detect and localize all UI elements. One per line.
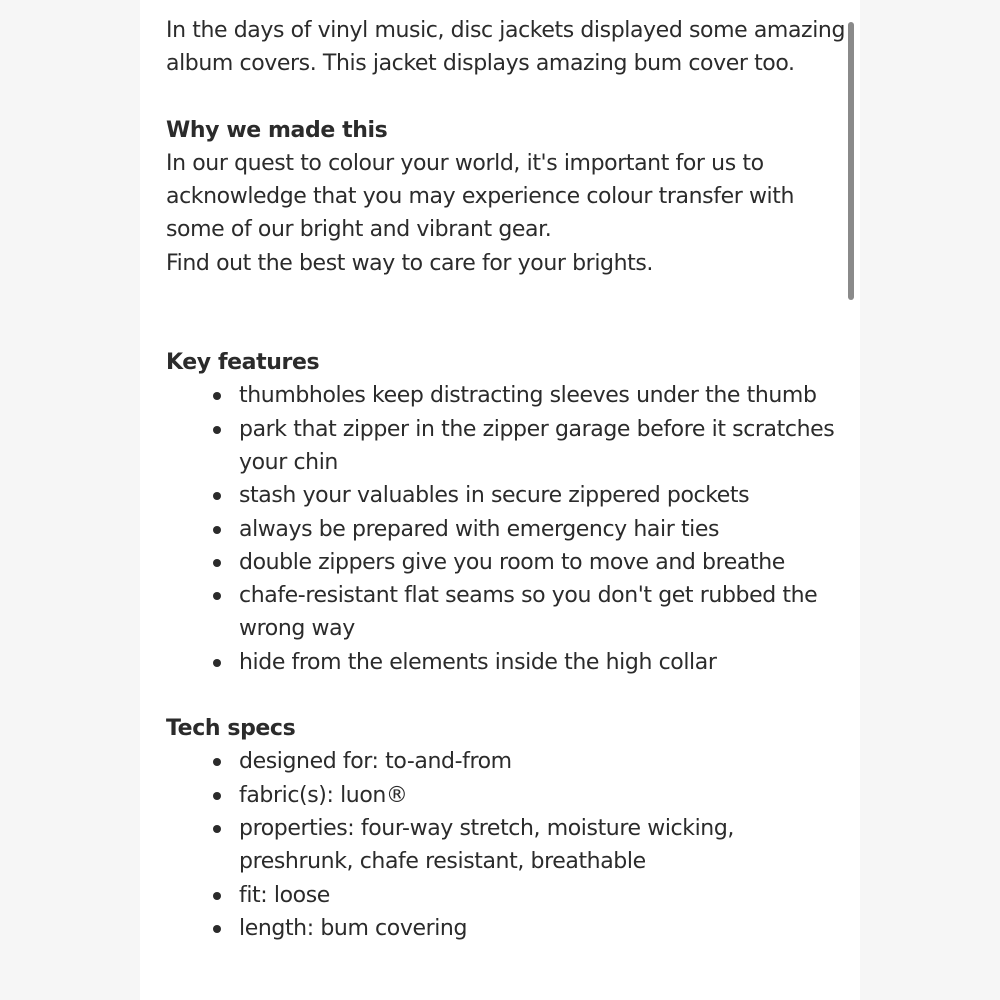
- feature-item: thumbholes keep distracting sleeves under the thumb: [239, 379, 846, 412]
- spacer: [166, 280, 846, 346]
- key-features-list: [166, 379, 846, 679]
- spec-item: designed for: to-and-from: [239, 745, 846, 778]
- feature-item: stash your valuables in secure zippered pockets: [239, 479, 846, 512]
- spec-item: length: bum covering: [239, 912, 846, 945]
- why-we-made-this-heading: Why we made this: [166, 117, 388, 143]
- spacer: [166, 679, 846, 712]
- vertical-scrollbar[interactable]: [848, 22, 854, 300]
- care-brights-link[interactable]: Find out the best way to care for your brights.: [166, 250, 654, 276]
- why-we-made-this-body: In our quest to colour your world, it's important for us to acknowledge that you may experience colour transfer with some of our bright and vibrant gear.: [166, 150, 795, 243]
- intro-paragraph: In the days of vinyl music, disc jackets displayed some amazing album covers. This jacket displays amazing bum cover too.: [166, 18, 846, 77]
- feature-item: always be prepared with emergency hair ties: [239, 513, 846, 546]
- spacer: [166, 81, 846, 114]
- feature-item: park that zipper in the zipper garage before it scratches your chin: [239, 413, 846, 480]
- spec-item: fabric(s): luon®: [239, 779, 846, 812]
- description-content: [166, 14, 846, 945]
- spec-item: fit: loose: [239, 879, 846, 912]
- feature-item: hide from the elements inside the high collar: [239, 646, 846, 679]
- tech-specs-list: [166, 745, 846, 945]
- key-features-heading: Key features: [166, 350, 320, 376]
- feature-item: double zippers give you room to move and breathe: [239, 546, 846, 579]
- feature-item: chafe-resistant flat seams so you don't get rubbed the wrong way: [239, 579, 846, 646]
- product-description-panel: [140, 0, 860, 1000]
- spec-item: properties: four-way stretch, moisture wicking, preshrunk, chafe resistant, breathable: [239, 812, 846, 879]
- tech-specs-heading: Tech specs: [166, 716, 296, 742]
